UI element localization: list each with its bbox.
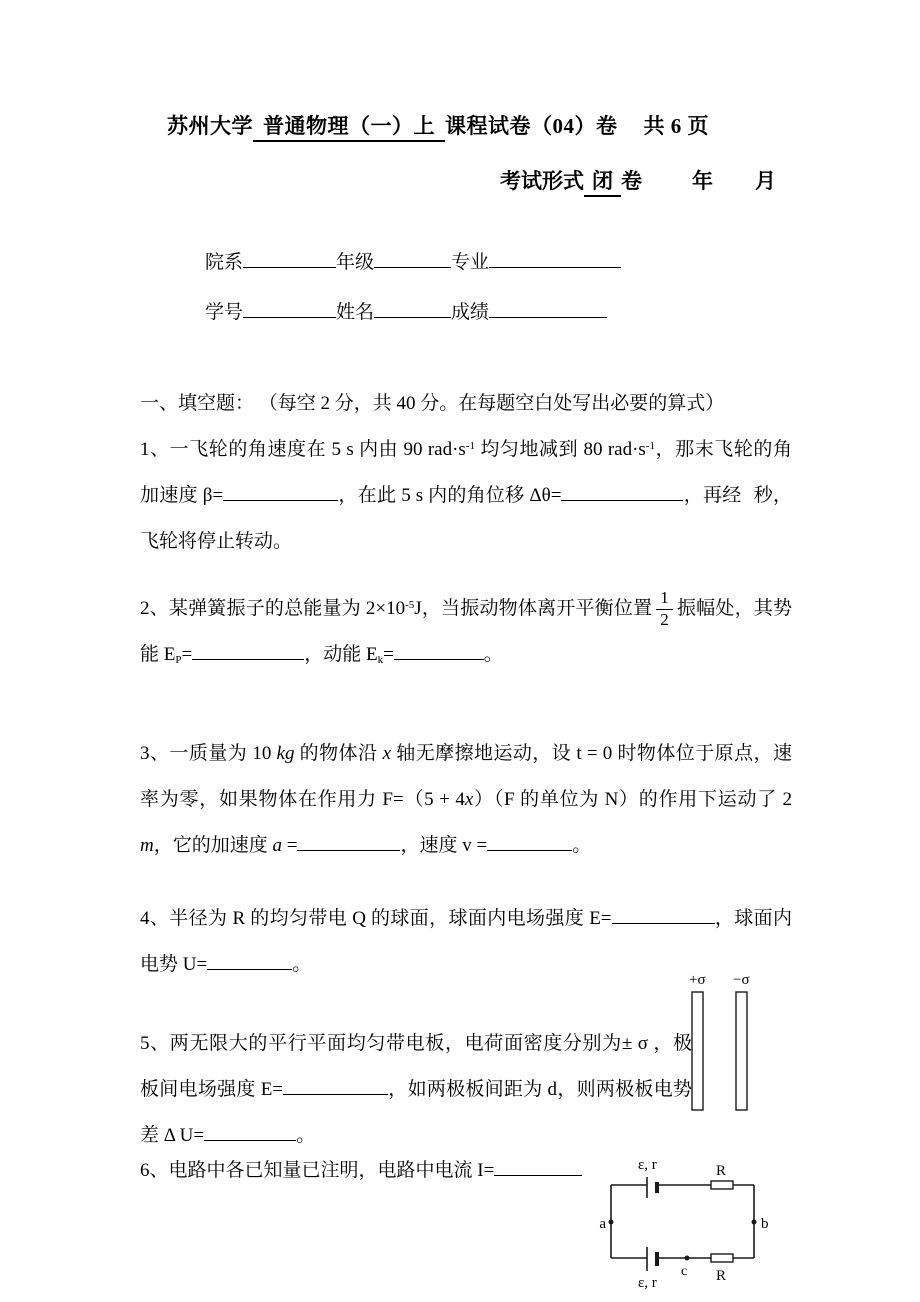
resistor-bottom-label: R	[716, 1268, 727, 1284]
year-label: 年	[692, 169, 713, 193]
section-1-heading: 一、填空题： （每空 2 分，共 40 分。在每题空白处写出必要的算式）	[140, 393, 725, 414]
emf-top-label: ε, r	[638, 1157, 657, 1173]
fill-in-blank	[561, 481, 683, 501]
fill-in-blank	[223, 481, 338, 501]
node-a-dot	[609, 1220, 614, 1225]
field-label-major: 专业	[451, 252, 490, 273]
student-info-row-2	[205, 297, 607, 324]
month-label: 月	[755, 169, 776, 193]
paper-label: 课程试卷（04）卷	[445, 114, 618, 138]
exam-form-unit: 卷	[621, 169, 642, 193]
fill-in-blank	[487, 831, 572, 851]
question-2: 2、某弹簧振子的总能量为 $2\times 10^{-5}J$，当振动物体离开平衡位置 $\frac{1}{2}$ 振幅处，其势能 $E_P=$ ，动能 $E_k=$ 。	[140, 588, 792, 666]
exam-form-label: 考试形式	[500, 169, 584, 193]
course-name: 普通物理（一）上	[253, 114, 445, 142]
exam-form-value: 闭	[584, 169, 621, 197]
student-info-row-1	[205, 247, 621, 274]
fill-in-blank	[394, 640, 484, 660]
node-c-dot	[685, 1256, 690, 1261]
circuit-diagram	[588, 1150, 798, 1300]
positive-plate	[692, 992, 703, 1110]
blank-student-id	[243, 298, 336, 318]
node-a-label: a	[599, 1216, 606, 1232]
exam-title	[167, 110, 709, 140]
negative-plate	[736, 992, 747, 1110]
emf-bottom-label: ε, r	[638, 1275, 657, 1291]
field-label-department: 院系	[205, 252, 244, 273]
page-count: 共 6 页	[643, 114, 709, 138]
resistor-top-icon	[711, 1181, 733, 1189]
blank-score	[489, 298, 607, 318]
question-6: 6、电路中各已知量已注明，电路中电流 I=	[140, 1148, 600, 1194]
fill-in-blank	[494, 1156, 582, 1176]
fill-in-blank	[297, 831, 400, 851]
question-3: 3、一质量为 10 kg 的物体沿 x 轴无摩擦地运动，设 t = 0 时物体位于原点，速率为零，如果物体在作用力 F=（5 + 4x）（F 的单位为 N）的作用下运动了 2 m，它的加速度 a = ，速度 v = 。	[140, 743, 792, 856]
blank-name	[374, 298, 451, 318]
field-label-name: 姓名	[336, 302, 375, 323]
fill-in-blank	[612, 904, 715, 924]
negative-plate-label: −σ	[733, 972, 750, 988]
question-1: 1、一飞轮的角速度在 5 s 内由 90 $rad\cdot s^{-1}$ 均匀地减到 80 $rad\cdot s^{-1}$，那末飞轮的角加速度 β= ，在此 5 s 内的角位移 Δθ= ，再经 秒，飞轮将停止转动。	[140, 439, 792, 552]
resistor-top-label: R	[716, 1163, 727, 1179]
blank-department	[243, 248, 336, 268]
blank-grade	[374, 248, 451, 268]
field-label-grade: 年级	[336, 252, 375, 273]
field-label-student-id: 学号	[205, 302, 244, 323]
blank-major	[489, 248, 621, 268]
fill-in-blank	[192, 640, 304, 660]
exam-form-line	[500, 165, 776, 195]
parallel-plates-diagram	[683, 966, 763, 1116]
node-b-dot	[752, 1220, 757, 1225]
resistor-bottom-icon	[711, 1254, 733, 1262]
question-4: 4、半径为 R 的均匀带电 Q 的球面，球面内电场强度 E= ，球面内电势 U= 。	[140, 896, 792, 988]
fill-in-blank	[283, 1075, 388, 1095]
node-b-label: b	[761, 1216, 769, 1232]
circuit-wires	[611, 1185, 754, 1258]
fill-in-blank	[204, 1121, 296, 1141]
positive-plate-label: +σ	[689, 972, 706, 988]
field-label-score: 成绩	[451, 302, 490, 323]
question-5: 5、两无限大的平行平面均匀带电板，电荷面密度分别为± σ ，极板间电场强度 E= ，如两极板间距为 d，则两极板电势差 Δ U= 。	[140, 1033, 692, 1146]
fraction: $\frac{1}{2}$	[656, 589, 673, 629]
university-name: 苏州大学	[167, 114, 253, 138]
fill-in-blank	[207, 950, 292, 970]
node-c-label: c	[681, 1264, 688, 1279]
